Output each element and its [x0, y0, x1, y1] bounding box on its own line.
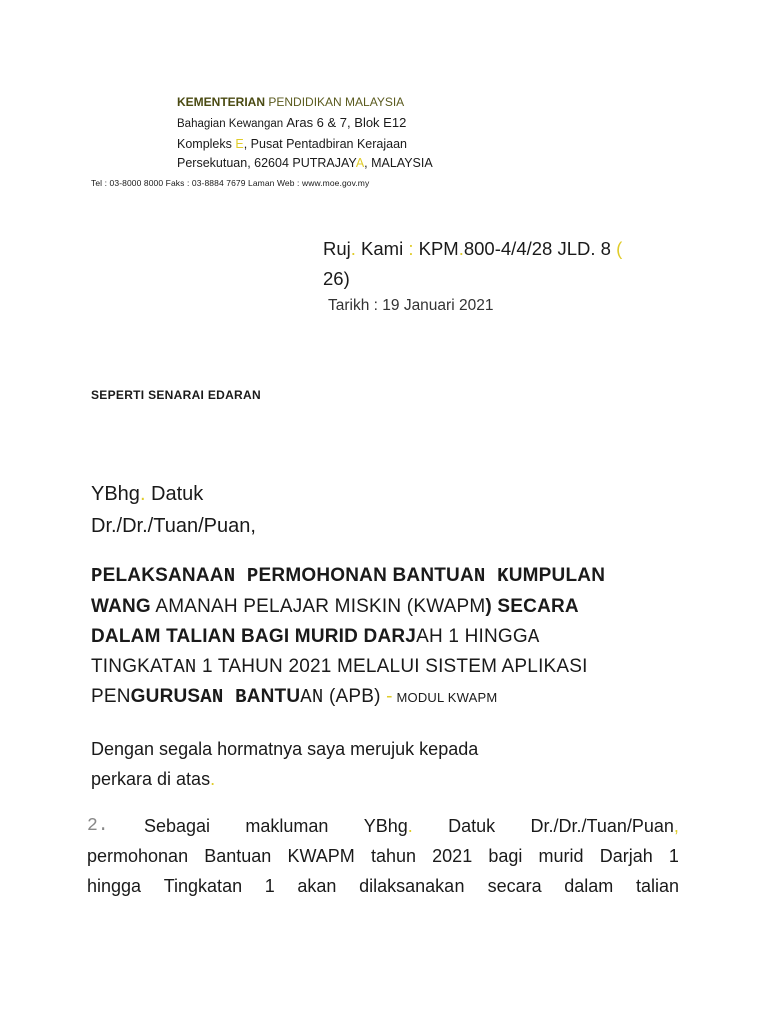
- complex-c: , Pusat Pentadbiran Kerajaan: [243, 137, 408, 151]
- division-b: Aras 6 & 7: [286, 115, 348, 130]
- intro-line-2: [91, 769, 215, 790]
- salutation-line-1: [91, 483, 203, 506]
- complex-b: E: [235, 137, 244, 151]
- subj-seg: B: [235, 686, 247, 708]
- subject-line-4: [91, 656, 588, 678]
- subj-seg: 21 MELALUI SISTEM APLIKASI: [310, 656, 588, 677]
- reference-line: [323, 238, 622, 260]
- paragraph-2-line-3: [87, 876, 679, 898]
- subj-seg: ) SECARA: [485, 596, 579, 617]
- subj-seg: K: [497, 565, 509, 587]
- subj-seg: MODUL KWAPM: [392, 690, 498, 705]
- ministry-bold: KEMENTERIAN: [177, 95, 266, 109]
- word: n: [454, 878, 465, 898]
- word: akan: [297, 876, 337, 896]
- subj-seg: WANG: [91, 596, 151, 617]
- letterhead-complex: [177, 137, 407, 151]
- word: 2021: [432, 846, 473, 866]
- subject-line-2: [91, 596, 579, 618]
- ref-dot: .: [350, 238, 356, 259]
- subj-seg: I MURID D: [283, 626, 378, 647]
- subject-line-5: [91, 686, 497, 708]
- intro-dot: .: [210, 769, 216, 789]
- letterhead-city: [177, 156, 433, 170]
- word: Bantuan: [204, 846, 272, 866]
- subj-seg: A: [377, 626, 392, 647]
- word: bagi: [488, 846, 523, 866]
- city-b: , 62604 PUTRAJAY: [247, 156, 356, 170]
- word: KWAPM: [287, 846, 355, 866]
- recipient-line: SEPERTI SENARAI EDARAN: [91, 388, 261, 402]
- city-d: , MALAYSIA: [364, 156, 433, 170]
- subj-seg: G: [268, 626, 284, 647]
- city-a: Persekutuan: [177, 156, 248, 170]
- complex-a: Kompleks: [177, 137, 236, 151]
- word: 1: [668, 846, 679, 866]
- subj-seg: P: [246, 565, 259, 587]
- word-dilaksanakan: [359, 876, 465, 898]
- letterhead-ministry: [177, 95, 404, 109]
- subject-line-3: [91, 626, 540, 648]
- word: permohonan: [87, 846, 189, 866]
- paragraph-2-line-1: [87, 816, 679, 837]
- word: secara: [487, 876, 542, 896]
- paragraph-2-line-2: [87, 846, 679, 867]
- ref-paren: (: [616, 238, 623, 259]
- subject-line-1: [91, 565, 605, 587]
- subj-seg: ANTUA: [406, 565, 474, 586]
- word: tahun: [370, 846, 416, 866]
- subj-seg: DALAM TALIAN BA: [91, 626, 269, 647]
- letterhead-contact: Tel : 03-8000 8000 Faks : 03-8884 7679 Laman Web : www.moe.gov.my: [91, 178, 370, 188]
- punct: ,: [673, 816, 679, 836]
- word-ybhg: [364, 816, 413, 837]
- intro-line-1: Dengan segala hormatnya saya merujuk kepada: [91, 739, 479, 759]
- salutation-datuk: Datuk: [145, 483, 204, 505]
- ref-colon: :: [408, 238, 414, 259]
- subj-seg: B: [392, 565, 407, 586]
- ref-code-c: -4/4/28 JLD. 8: [494, 238, 617, 259]
- word: hingga: [87, 876, 142, 896]
- reference-line-2: 26): [323, 268, 350, 289]
- ref-code-sep: .: [458, 238, 464, 259]
- division-c: , Blok E12: [347, 115, 407, 130]
- word: YBhg: [363, 816, 408, 836]
- subj-seg: P: [91, 565, 103, 587]
- subj-seg: TINGKAT: [91, 656, 174, 677]
- subj-seg: ANTU: [246, 686, 301, 707]
- ref-code-b: 800: [463, 238, 495, 259]
- word: Tingkatan: [163, 876, 243, 896]
- subj-seg: 0: [299, 656, 310, 677]
- word: dilaksanaka: [359, 876, 455, 896]
- subj-seg: -: [386, 686, 393, 707]
- subj-seg: AN: [200, 686, 236, 708]
- date-label: Tarikh :: [328, 297, 383, 314]
- salutation-dot: .: [139, 483, 146, 505]
- city-c: A: [355, 156, 365, 170]
- salutation-ybhg: YBhg: [91, 483, 140, 505]
- subj-seg: AN: [173, 656, 197, 678]
- ref-label-a: Ruj: [323, 238, 351, 259]
- ref-code-a: KPM: [413, 238, 459, 259]
- word: 1: [264, 876, 275, 896]
- punct: .: [407, 816, 413, 836]
- word: Datuk: [448, 816, 496, 836]
- ministry-rest: PENDIDIKAN MALAYSIA: [265, 95, 405, 109]
- subj-seg: A: [300, 686, 312, 708]
- word: Dr./Dr./Tuan/Puan: [530, 816, 674, 836]
- subj-seg: N: [223, 565, 247, 587]
- word: Sebagai: [143, 816, 211, 836]
- paragraph-number: 2.: [87, 816, 109, 836]
- intro-text: perkara di atas: [91, 769, 211, 789]
- letterhead-division: [177, 115, 406, 130]
- ref-label-b: Kami: [355, 238, 409, 259]
- date-value: 19 Januari 2021: [382, 297, 494, 314]
- word: makluman: [245, 816, 329, 836]
- subj-seg: AH 1 HINGG: [416, 626, 528, 647]
- subj-seg: PEN: [91, 686, 131, 707]
- subj-seg: RJ: [391, 626, 417, 647]
- subj-seg: N: [311, 686, 324, 708]
- subj-seg: 1 TAHUN 2: [196, 656, 300, 677]
- subj-seg: (APB): [323, 686, 387, 707]
- subj-seg: AMANAH PELAJAR MISKIN (KWAPM: [150, 596, 486, 617]
- word-title: [531, 816, 679, 837]
- subj-seg: UMPULAN: [508, 565, 606, 586]
- date-line: [328, 297, 493, 315]
- division-a: Bahagian Kewangan: [177, 118, 287, 130]
- subj-seg: ERMOHONAN: [258, 565, 393, 586]
- subj-seg: N: [473, 565, 498, 587]
- subj-seg: A: [527, 626, 540, 648]
- subj-seg: ELAKSANAA: [102, 565, 224, 586]
- subj-seg: GURUS: [130, 686, 201, 707]
- salutation-line-2: Dr./Dr./Tuan/Puan,: [91, 515, 256, 537]
- word: murid: [538, 846, 584, 866]
- word: talian: [635, 876, 679, 896]
- word: Darjah: [599, 846, 653, 866]
- word: dalam: [564, 876, 614, 896]
